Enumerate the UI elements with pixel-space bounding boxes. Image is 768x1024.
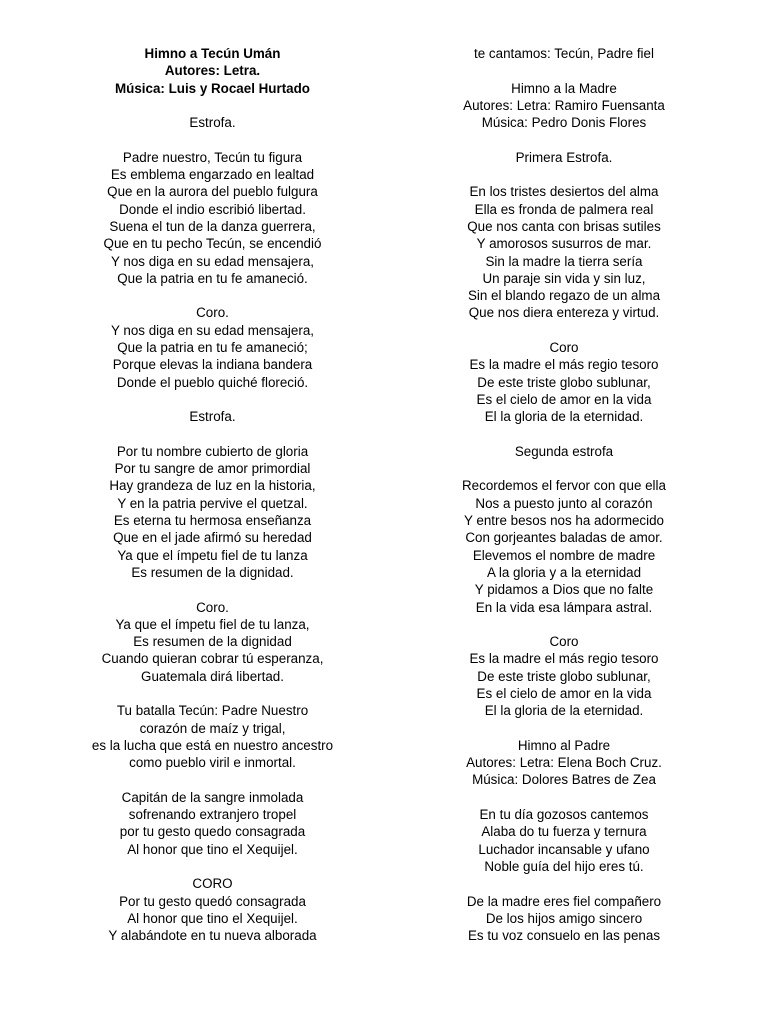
right-column-text-line: Segunda estrofa	[514, 443, 614, 459]
left-column-text-line: Al honor que tino el Xequijel.	[127, 910, 298, 926]
left-column-text-line: corazón de maíz y trigal,	[139, 720, 286, 736]
left-column-text-line: Estrofa.	[189, 115, 236, 131]
right-column-text-line: te cantamos: Tecún, Padre fiel	[474, 46, 654, 61]
right-column-text-line: Sin el blando regazo de un alma	[467, 288, 661, 304]
left-column-text-line: Que en la aurora del pueblo fulgura	[107, 184, 318, 200]
right-column-text-line: Autores: Letra: Elena Boch Cruz.	[466, 755, 662, 771]
left-column-text-line: Por tu sangre de amor primordial	[114, 461, 311, 477]
right-column-blank-line	[400, 426, 728, 443]
left-column-blank-line	[50, 391, 375, 408]
left-column-text-line: Al honor que tino el Xequijel.	[127, 841, 298, 857]
left-column-text-line: Porque elevas la indiana bandera	[112, 357, 313, 373]
right-column-blank-line	[400, 616, 728, 633]
right-column-text-line: En los tristes desiertos del alma	[469, 184, 659, 200]
left-column-blank-line	[50, 97, 375, 114]
right-column-text-line: Es la madre el más regio tesoro	[469, 651, 659, 667]
left-column-text-line: Capitán de la sangre inmolada	[121, 789, 304, 805]
left-column-text-line: Suena el tun de la danza guerrera,	[109, 218, 316, 234]
left-column-text-line: Es eterna tu hermosa enseñanza	[113, 513, 312, 529]
left-column-text-line: Y en la patria pervive el quetzal.	[117, 495, 308, 511]
right-column-text-line: Himno al Padre	[517, 737, 611, 753]
right-column-blank-line	[400, 322, 728, 339]
right-column-text-line: El la gloria de la eternidad.	[484, 703, 644, 719]
left-column-text-line: Música: Luis y Rocael Hurtado	[115, 80, 310, 96]
left-column-text-line: Y nos diga en su edad mensajera,	[111, 322, 314, 338]
left-column-text-line: sofrenando extranjero tropel	[128, 807, 297, 823]
right-column-blank-line	[400, 875, 728, 892]
left-column-text-line: Ya que el ímpetu fiel de tu lanza,	[115, 616, 310, 632]
left-column-text-line: Himno a Tecún Umán	[144, 46, 281, 61]
right-column-text-line: Ella es fronda de palmera real	[474, 201, 654, 217]
left-column-text-line: Donde el indio escribió libertad.	[119, 201, 306, 217]
right-column-text-line: Es la madre el más regio tesoro	[469, 357, 659, 373]
left-column-blank-line	[50, 685, 375, 702]
left-column-text-line: Padre nuestro, Tecún tu figura	[122, 149, 303, 165]
right-column-text-line: Noble guía del hijo eres tú.	[484, 858, 644, 874]
right-column-text-line: Música: Pedro Donis Flores	[481, 115, 647, 131]
left-column-text-line: Que la patria en tu fe amaneció;	[117, 340, 308, 356]
left-column-blank-line	[50, 287, 375, 304]
right-column-text-line: Y entre besos nos ha adormecido	[464, 513, 664, 529]
right-column-text-line: Es tu voz consuelo en las penas	[467, 928, 661, 944]
left-column-text-line: Estrofa.	[189, 409, 236, 425]
left-column-text-line: Autores: Letra.	[164, 63, 261, 79]
left-column-text-line: Por tu gesto quedó consagrada	[119, 893, 306, 909]
right-column-text-line: Coro	[549, 340, 579, 356]
left-column-text-line: Que en tu pecho Tecún, se encendió	[103, 236, 322, 252]
left-column-text-line: Es resumen de la dignidad.	[131, 564, 294, 580]
right-column-blank-line	[400, 720, 728, 737]
left-column-text-line: Hay grandeza de luz en la historia,	[109, 478, 316, 494]
left-column-blank-line	[50, 581, 375, 598]
right-column-text-line: Es el cielo de amor en la vida	[476, 685, 652, 701]
left-column-text-line: Y nos diga en su edad mensajera,	[111, 253, 314, 269]
right-column-text-line: Y amorosos susurros de mar.	[476, 236, 652, 252]
left-column-text-line: Y alabándote en tu nueva alborada	[108, 928, 317, 944]
left-column-text-line: Que en el jade afirmó su heredad	[113, 530, 312, 546]
left-column-text-line: como pueblo viril e inmortal.	[129, 755, 296, 771]
right-column-text-line: Himno a la Madre	[511, 80, 617, 96]
left-column-text-line: Coro.	[196, 599, 229, 615]
left-column-text-line: Es resumen de la dignidad	[133, 634, 292, 650]
left-column-text-line: Guatemala dirá libertad.	[141, 668, 284, 684]
right-column-text-line: Música: Dolores Batres de Zea	[472, 772, 656, 788]
right-column-text-line: Luchador incansable y ufano	[478, 841, 650, 857]
right-column-text-line: En tu día gozosos cantemos	[479, 807, 649, 823]
left-column-text-line: Coro.	[196, 305, 229, 321]
left-column-blank-line	[50, 426, 375, 443]
left-column-text-line: Es emblema engarzado en lealtad	[110, 167, 315, 183]
right-column-text-line: Es el cielo de amor en la vida	[476, 391, 652, 407]
right-column-blank-line	[400, 166, 728, 183]
left-column-text-line: es la lucha que está en nuestro ancestro	[91, 737, 334, 753]
left-column-blank-line	[50, 131, 375, 148]
right-column-text-line: Coro	[549, 634, 579, 650]
right-column-text-line: Que nos canta con brisas sutiles	[467, 218, 661, 234]
right-column-text-line: Alaba do tu fuerza y ternura	[481, 824, 647, 840]
right-column-text-line: Y pidamos a Dios que no falte	[474, 582, 654, 598]
left-column-text-line: Ya que el ímpetu fiel de tu lanza	[117, 547, 308, 563]
left-column-text-line: Que la patria en tu fe amaneció.	[117, 270, 308, 286]
right-column-text-line: El la gloria de la eternidad.	[484, 409, 644, 425]
right-column-blank-line	[400, 131, 728, 148]
right-column-text-line: Autores: Letra: Ramiro Fuensanta	[463, 97, 665, 113]
left-column-text-line: por tu gesto quedo consagrada	[119, 824, 306, 840]
right-column-text-line: De este triste globo sublunar,	[477, 668, 651, 684]
right-column-text-line: Nos a puesto junto al corazón	[475, 495, 653, 511]
left-column-text-line: Por tu nombre cubierto de gloria	[116, 443, 309, 459]
right-column-text-line: Un paraje sin vida y sin luz,	[482, 270, 646, 286]
left-column	[50, 45, 375, 944]
right-column-text-line: Que nos diera entereza y virtud.	[468, 305, 660, 321]
right-column-text-line: Primera Estrofa.	[515, 149, 613, 165]
right-column-blank-line	[400, 460, 728, 477]
right-column-blank-line	[400, 62, 728, 79]
right-column-text-line: De la madre eres fiel compañero	[466, 893, 662, 909]
left-column-blank-line	[50, 858, 375, 875]
left-column-text-line: Cuando quieran cobrar tú esperanza,	[101, 651, 324, 667]
left-column-blank-line	[50, 771, 375, 788]
left-column-text-line: CORO	[192, 876, 233, 892]
right-column-blank-line	[400, 789, 728, 806]
right-column-text-line: Elevemos el nombre de madre	[472, 547, 656, 563]
right-column-text-line: Recordemos el fervor con que ella	[462, 478, 666, 494]
right-column-text-line: De este triste globo sublunar,	[477, 374, 651, 390]
left-column-text-line: Donde el pueblo quiché floreció.	[116, 374, 309, 390]
right-column-text-line: En la vida esa lámpara astral.	[475, 599, 653, 615]
right-column-text-line: De los hijos amigo sincero	[485, 910, 643, 926]
left-column-text-line: Tu batalla Tecún: Padre Nuestro	[116, 703, 309, 719]
right-column-text-line: Sin la madre la tierra sería	[485, 253, 643, 269]
right-column-text-line: Con gorjeantes baladas de amor.	[465, 530, 663, 546]
right-column-text-line: A la gloria y a la eternidad	[486, 564, 642, 580]
right-column	[400, 45, 728, 944]
